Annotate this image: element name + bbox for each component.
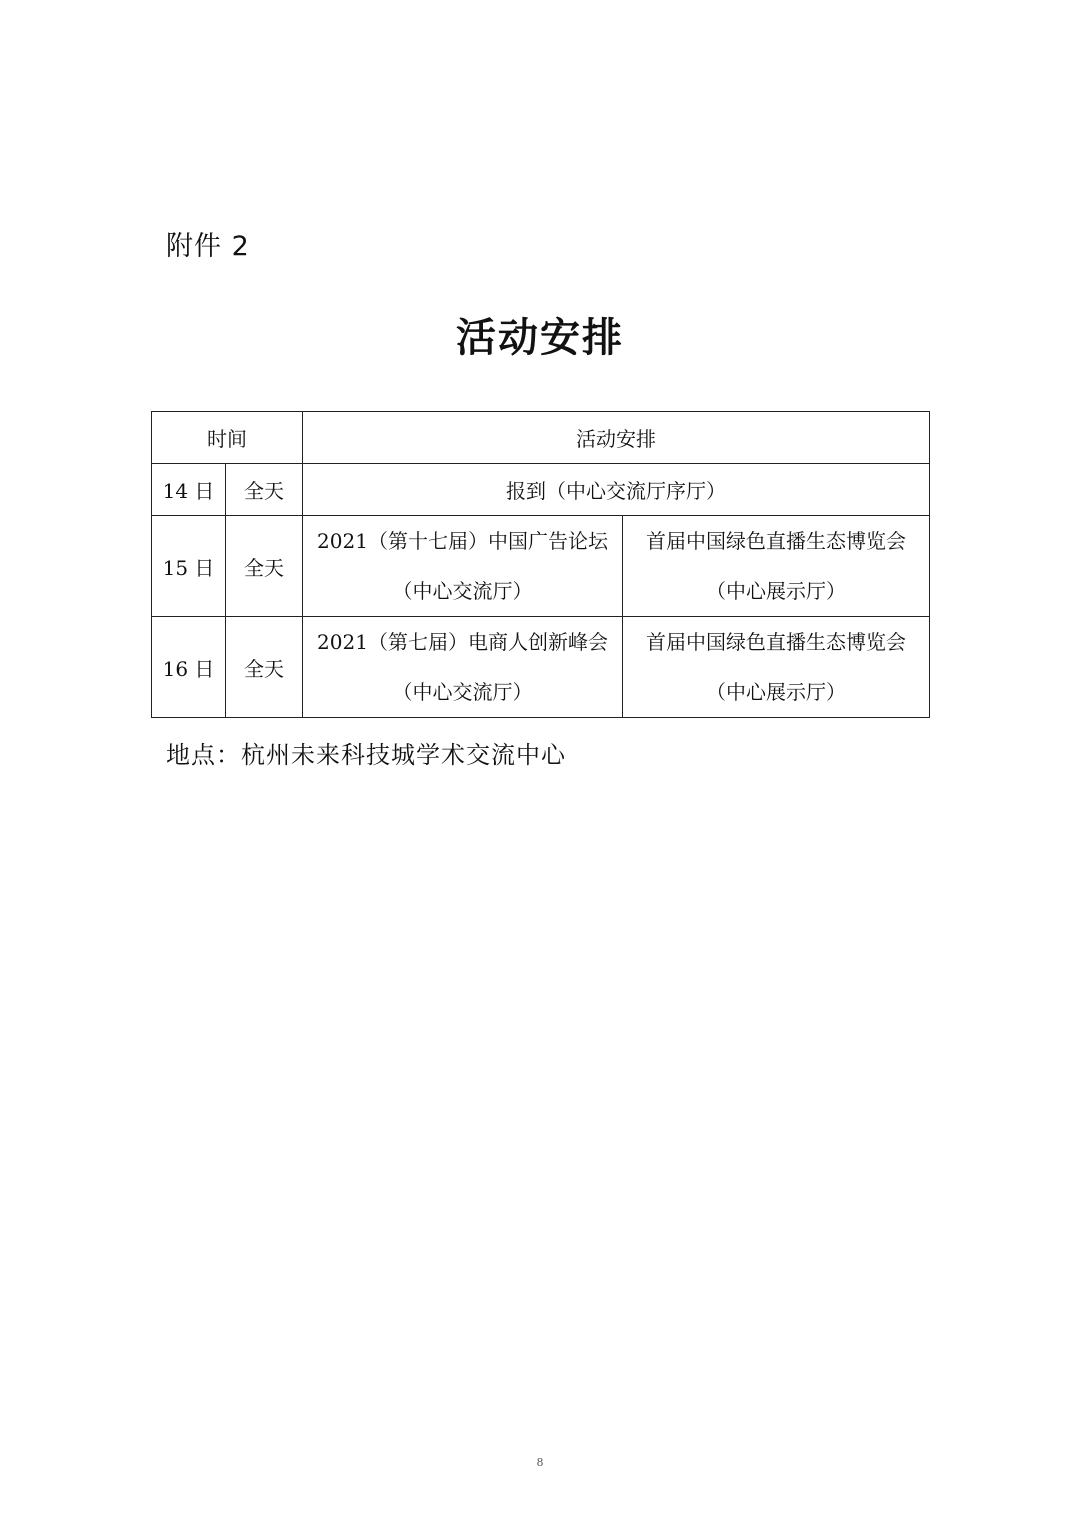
date-cell: 15 日 [152,516,226,617]
page-number: 8 [536,1456,544,1469]
event-a-cell [303,516,623,617]
event-b-name: 首届中国绿色直播生态博览会 [646,529,906,553]
event-b-venue: （中心展示厅） [706,579,846,603]
header-time: 时间 [152,412,303,464]
location-text: 地点：杭州未来科技城学术交流中心 [166,741,566,769]
period-cell: 全天 [226,464,303,516]
schedule-table [151,411,930,718]
period-cell: 全天 [226,516,303,617]
activity-cell: 报到（中心交流厅序厅） [303,464,930,516]
event-a-name: 2021（第十七届）中国广告论坛 [317,529,608,553]
period-cell: 全天 [226,617,303,718]
event-a-name: 2021（第七届）电商人创新峰会 [317,630,608,654]
table-header-row [152,412,930,464]
table-row [152,464,930,516]
page-title: 活动安排 [456,315,624,361]
event-b-venue: （中心展示厅） [706,680,846,704]
date-cell: 14 日 [152,464,226,516]
header-activity: 活动安排 [303,412,930,464]
event-b-name: 首届中国绿色直播生态博览会 [646,630,906,654]
event-b-cell [623,516,930,617]
date-cell: 16 日 [152,617,226,718]
event-b-cell [623,617,930,718]
attachment-label: 附件 2 [166,231,250,262]
event-a-venue: （中心交流厅） [392,579,533,603]
table-row [152,516,930,617]
event-a-cell [303,617,623,718]
table-row [152,617,930,718]
event-a-venue: （中心交流厅） [392,680,533,704]
